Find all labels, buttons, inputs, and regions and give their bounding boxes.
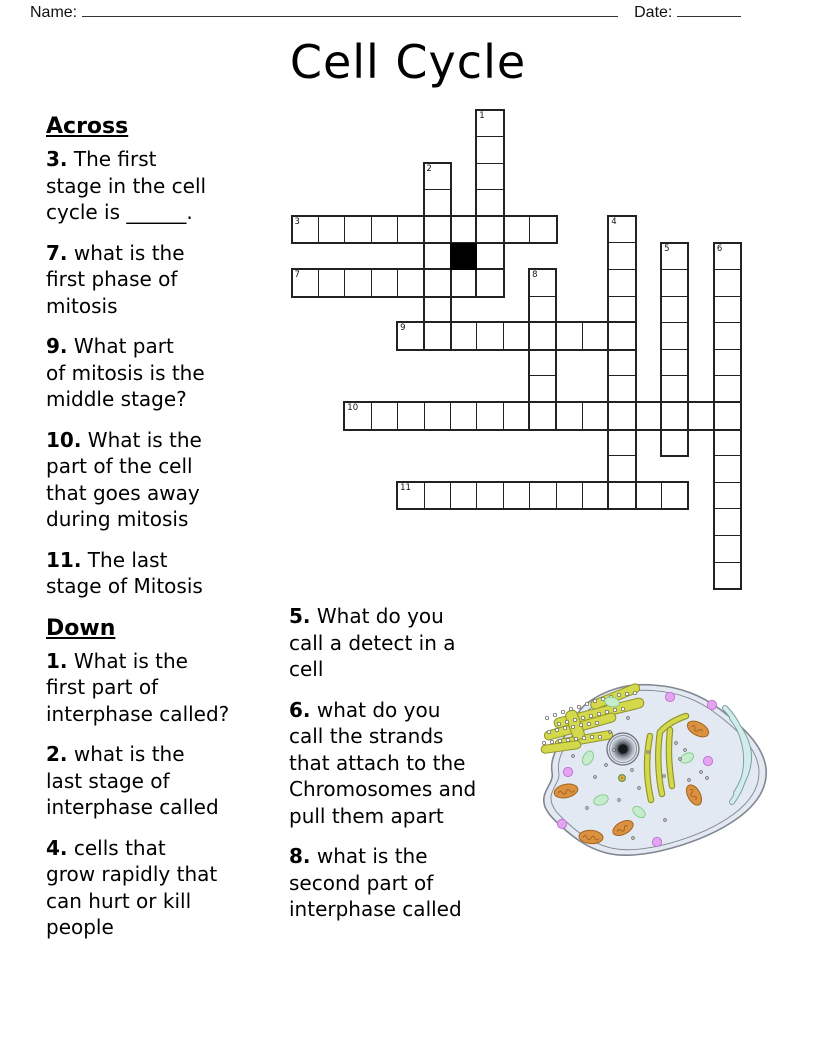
grid-cell[interactable]: [715, 429, 740, 456]
grid-number: 5: [664, 243, 670, 254]
grid-number: 1: [479, 110, 485, 121]
grid-number: 6: [716, 243, 723, 254]
grid-cell[interactable]: [582, 323, 608, 349]
grid-cell[interactable]: [450, 323, 476, 349]
grid-cell[interactable]: [662, 429, 687, 456]
grid-cell[interactable]: [529, 217, 555, 243]
grid-number: 2: [426, 163, 432, 174]
clue-line: middle stage?: [46, 387, 187, 411]
grid-cell[interactable]: [582, 403, 608, 429]
grid-number: 4: [611, 216, 617, 227]
grid-cell[interactable]: [609, 269, 634, 296]
grid-cell[interactable]: [397, 270, 423, 296]
across-heading: Across: [46, 114, 129, 139]
word-4-down[interactable]: [607, 215, 636, 511]
grid-cell[interactable]: [556, 483, 582, 509]
grid-cell[interactable]: [662, 322, 687, 349]
word-11-across[interactable]: [396, 481, 689, 511]
grid-cell[interactable]: [715, 296, 740, 323]
clue-number: 8.: [289, 844, 311, 868]
clue-number: 6.: [289, 697, 311, 722]
cell-membrane: [544, 685, 766, 856]
grid-number: 3: [294, 216, 300, 227]
clue-line: 4. cells that: [46, 835, 166, 860]
grid-cell[interactable]: [477, 163, 502, 190]
clue-line: 2. what is the: [46, 742, 185, 766]
grid-cell[interactable]: [715, 508, 740, 535]
clue-line: 9. What part: [46, 334, 174, 358]
grid-cell[interactable]: [477, 242, 502, 269]
clue-line: 11. The last: [46, 547, 168, 572]
clue-down-2: [46, 741, 290, 821]
grid-cell[interactable]: [662, 349, 687, 376]
clue-line: during mitosis: [46, 507, 189, 531]
grid-cell[interactable]: [503, 403, 529, 429]
clue-number: 5.: [289, 604, 311, 628]
clue-down-5: [289, 603, 521, 683]
grid-cell[interactable]: [530, 375, 555, 402]
clue-line: cell: [289, 657, 324, 681]
grid-cell[interactable]: [450, 403, 476, 429]
grid-cell[interactable]: [450, 217, 476, 243]
clue-down-4: [46, 835, 290, 941]
word-3-across[interactable]: [291, 215, 558, 245]
grid-cell[interactable]: [608, 323, 634, 349]
grid-cell[interactable]: [476, 270, 502, 296]
clue-line: second part of: [289, 870, 434, 895]
clue-line: call a detect in a: [289, 630, 456, 655]
grid-number: 11: [400, 482, 411, 493]
clues-left-column: [46, 112, 290, 955]
grid-cell[interactable]: [450, 483, 476, 509]
grid-cell[interactable]: [715, 455, 740, 482]
clue-down-8: [289, 843, 521, 923]
name-date-row: [30, 3, 741, 22]
clue-line: 3. The first: [46, 147, 157, 171]
clue-line: that attach to the: [289, 750, 466, 775]
clue-number: 2.: [46, 742, 68, 766]
grid-cell[interactable]: [662, 375, 687, 402]
clue-line: interphase called: [46, 795, 219, 819]
grid-cell[interactable]: [662, 296, 687, 323]
grid-cell[interactable]: [582, 483, 608, 509]
clue-line: 6. what do you: [289, 697, 441, 722]
word-10-across[interactable]: [343, 401, 742, 431]
grid-cell[interactable]: [397, 403, 423, 429]
grid-cell[interactable]: [715, 535, 740, 562]
clue-number: 9.: [46, 334, 68, 358]
grid-cell[interactable]: [503, 483, 529, 509]
grid-number: 8: [532, 270, 538, 281]
page-title: Cell Cycle: [289, 35, 527, 89]
nucleolus: [618, 744, 628, 754]
grid-cell[interactable]: [714, 403, 740, 429]
clue-line: pull them apart: [289, 803, 444, 828]
clue-line: 7. what is the: [46, 240, 185, 265]
grid-cell[interactable]: [661, 403, 687, 429]
name-label: Name:: [30, 4, 78, 21]
clue-line: grow rapidly that: [46, 862, 218, 886]
grid-cell[interactable]: [608, 483, 634, 509]
grid-cell[interactable]: [529, 483, 555, 509]
grid-cell[interactable]: [450, 270, 476, 296]
date-blank-line[interactable]: [677, 3, 741, 17]
grid-cell[interactable]: [477, 189, 502, 216]
down-heading: Down: [46, 615, 116, 641]
word-9-across[interactable]: [396, 321, 637, 351]
grid-cell[interactable]: [715, 375, 740, 402]
clue-down-6: [289, 697, 521, 830]
grid-cell[interactable]: [424, 270, 450, 296]
clue-across-11: [46, 547, 290, 600]
grid-cell[interactable]: [371, 270, 397, 296]
grid-cell[interactable]: [688, 403, 714, 429]
grid-cell[interactable]: [715, 562, 740, 589]
clue-number: 11.: [46, 547, 82, 572]
grid-cell[interactable]: [476, 483, 502, 509]
clue-number: 7.: [46, 240, 68, 265]
grid-cell[interactable]: [344, 270, 370, 296]
grid-cell[interactable]: [662, 269, 687, 296]
grid-cell[interactable]: [529, 403, 555, 429]
clue-number: 4.: [46, 835, 68, 860]
clue-line: of mitosis is the: [46, 360, 205, 385]
clue-line: cycle is ______.: [46, 200, 193, 224]
grid-cell[interactable]: [715, 322, 740, 349]
clues-right-column: [289, 603, 521, 937]
grid-cell[interactable]: [556, 323, 582, 349]
grid-cell[interactable]: [397, 217, 423, 243]
grid-cell[interactable]: [661, 483, 687, 509]
grid-cell[interactable]: [609, 296, 634, 323]
grid-cell[interactable]: [715, 269, 740, 296]
black-cell: [450, 243, 477, 271]
grid-cell[interactable]: [530, 296, 555, 323]
grid-cell[interactable]: [715, 349, 740, 376]
animal-cell-illustration: [529, 680, 769, 856]
clue-line: people: [46, 915, 114, 939]
clue-line: first phase of: [46, 267, 178, 291]
clue-number: 10.: [46, 427, 82, 452]
clue-across-7: [46, 240, 290, 320]
clue-number: 3.: [46, 147, 68, 171]
centriole: [619, 775, 626, 782]
grid-cell[interactable]: [476, 217, 502, 243]
clue-line: 1. What is the: [46, 648, 188, 673]
grid-cell[interactable]: [424, 483, 450, 509]
clue-across-9: [46, 333, 290, 413]
nucleus: [607, 733, 639, 765]
grid-cell[interactable]: [503, 323, 529, 349]
word-7-across[interactable]: [291, 268, 505, 298]
clue-line: mitosis: [46, 293, 118, 318]
clue-line: interphase called?: [46, 701, 230, 726]
grid-cell[interactable]: [476, 323, 502, 349]
name-blank-line[interactable]: [82, 3, 618, 17]
grid-cell[interactable]: [503, 217, 529, 243]
grid-cell[interactable]: [344, 217, 370, 243]
grid-cell[interactable]: [425, 242, 450, 269]
grid-cell[interactable]: [609, 242, 634, 269]
grid-cell[interactable]: [318, 217, 344, 243]
grid-cell[interactable]: [371, 217, 397, 243]
grid-cell[interactable]: [318, 270, 344, 296]
grid-number: 10: [347, 403, 359, 414]
grid-cell[interactable]: [425, 296, 450, 323]
grid-cell[interactable]: [424, 323, 450, 349]
grid-cell[interactable]: [609, 455, 634, 482]
clue-number: 1.: [46, 648, 68, 673]
grid-cell[interactable]: [371, 403, 397, 429]
grid-number: 7: [294, 270, 300, 281]
grid-cell[interactable]: [609, 349, 634, 376]
grid-cell[interactable]: [529, 323, 555, 349]
grid-cell[interactable]: [609, 375, 634, 402]
clue-line: interphase called: [289, 897, 462, 921]
grid-cell[interactable]: [477, 136, 502, 163]
clue-line: call the strands: [289, 724, 444, 748]
clue-line: stage in the cell: [46, 173, 207, 198]
grid-cell[interactable]: [635, 483, 661, 509]
grid-cell[interactable]: [715, 482, 740, 509]
clue-line: first part of: [46, 675, 159, 699]
grid-cell[interactable]: [425, 189, 450, 216]
clue-line: last stage of: [46, 768, 170, 793]
clue-across-10: [46, 427, 290, 533]
date-label: Date:: [634, 4, 673, 21]
clue-line: can hurt or kill: [46, 888, 192, 913]
grid-number: 9: [400, 323, 406, 334]
grid-cell[interactable]: [424, 403, 450, 429]
clue-line: stage of Mitosis: [46, 574, 203, 598]
clue-line: 10. What is the: [46, 427, 202, 452]
grid-cell[interactable]: [530, 349, 555, 376]
grid-cell[interactable]: [609, 429, 634, 456]
grid-cell[interactable]: [424, 217, 450, 243]
clue-line: 5. What do you: [289, 604, 444, 628]
grid-cell[interactable]: [608, 403, 634, 429]
grid-cell[interactable]: [635, 403, 661, 429]
clue-line: 8. what is the: [289, 844, 428, 868]
grid-cell[interactable]: [556, 403, 582, 429]
clue-line: part of the cell: [46, 454, 193, 478]
clue-down-1: [46, 648, 290, 728]
clue-line: Chromosomes and: [289, 777, 477, 801]
clue-line: that goes away: [46, 480, 200, 505]
grid-cell[interactable]: [476, 403, 502, 429]
clue-across-3: [46, 146, 290, 226]
